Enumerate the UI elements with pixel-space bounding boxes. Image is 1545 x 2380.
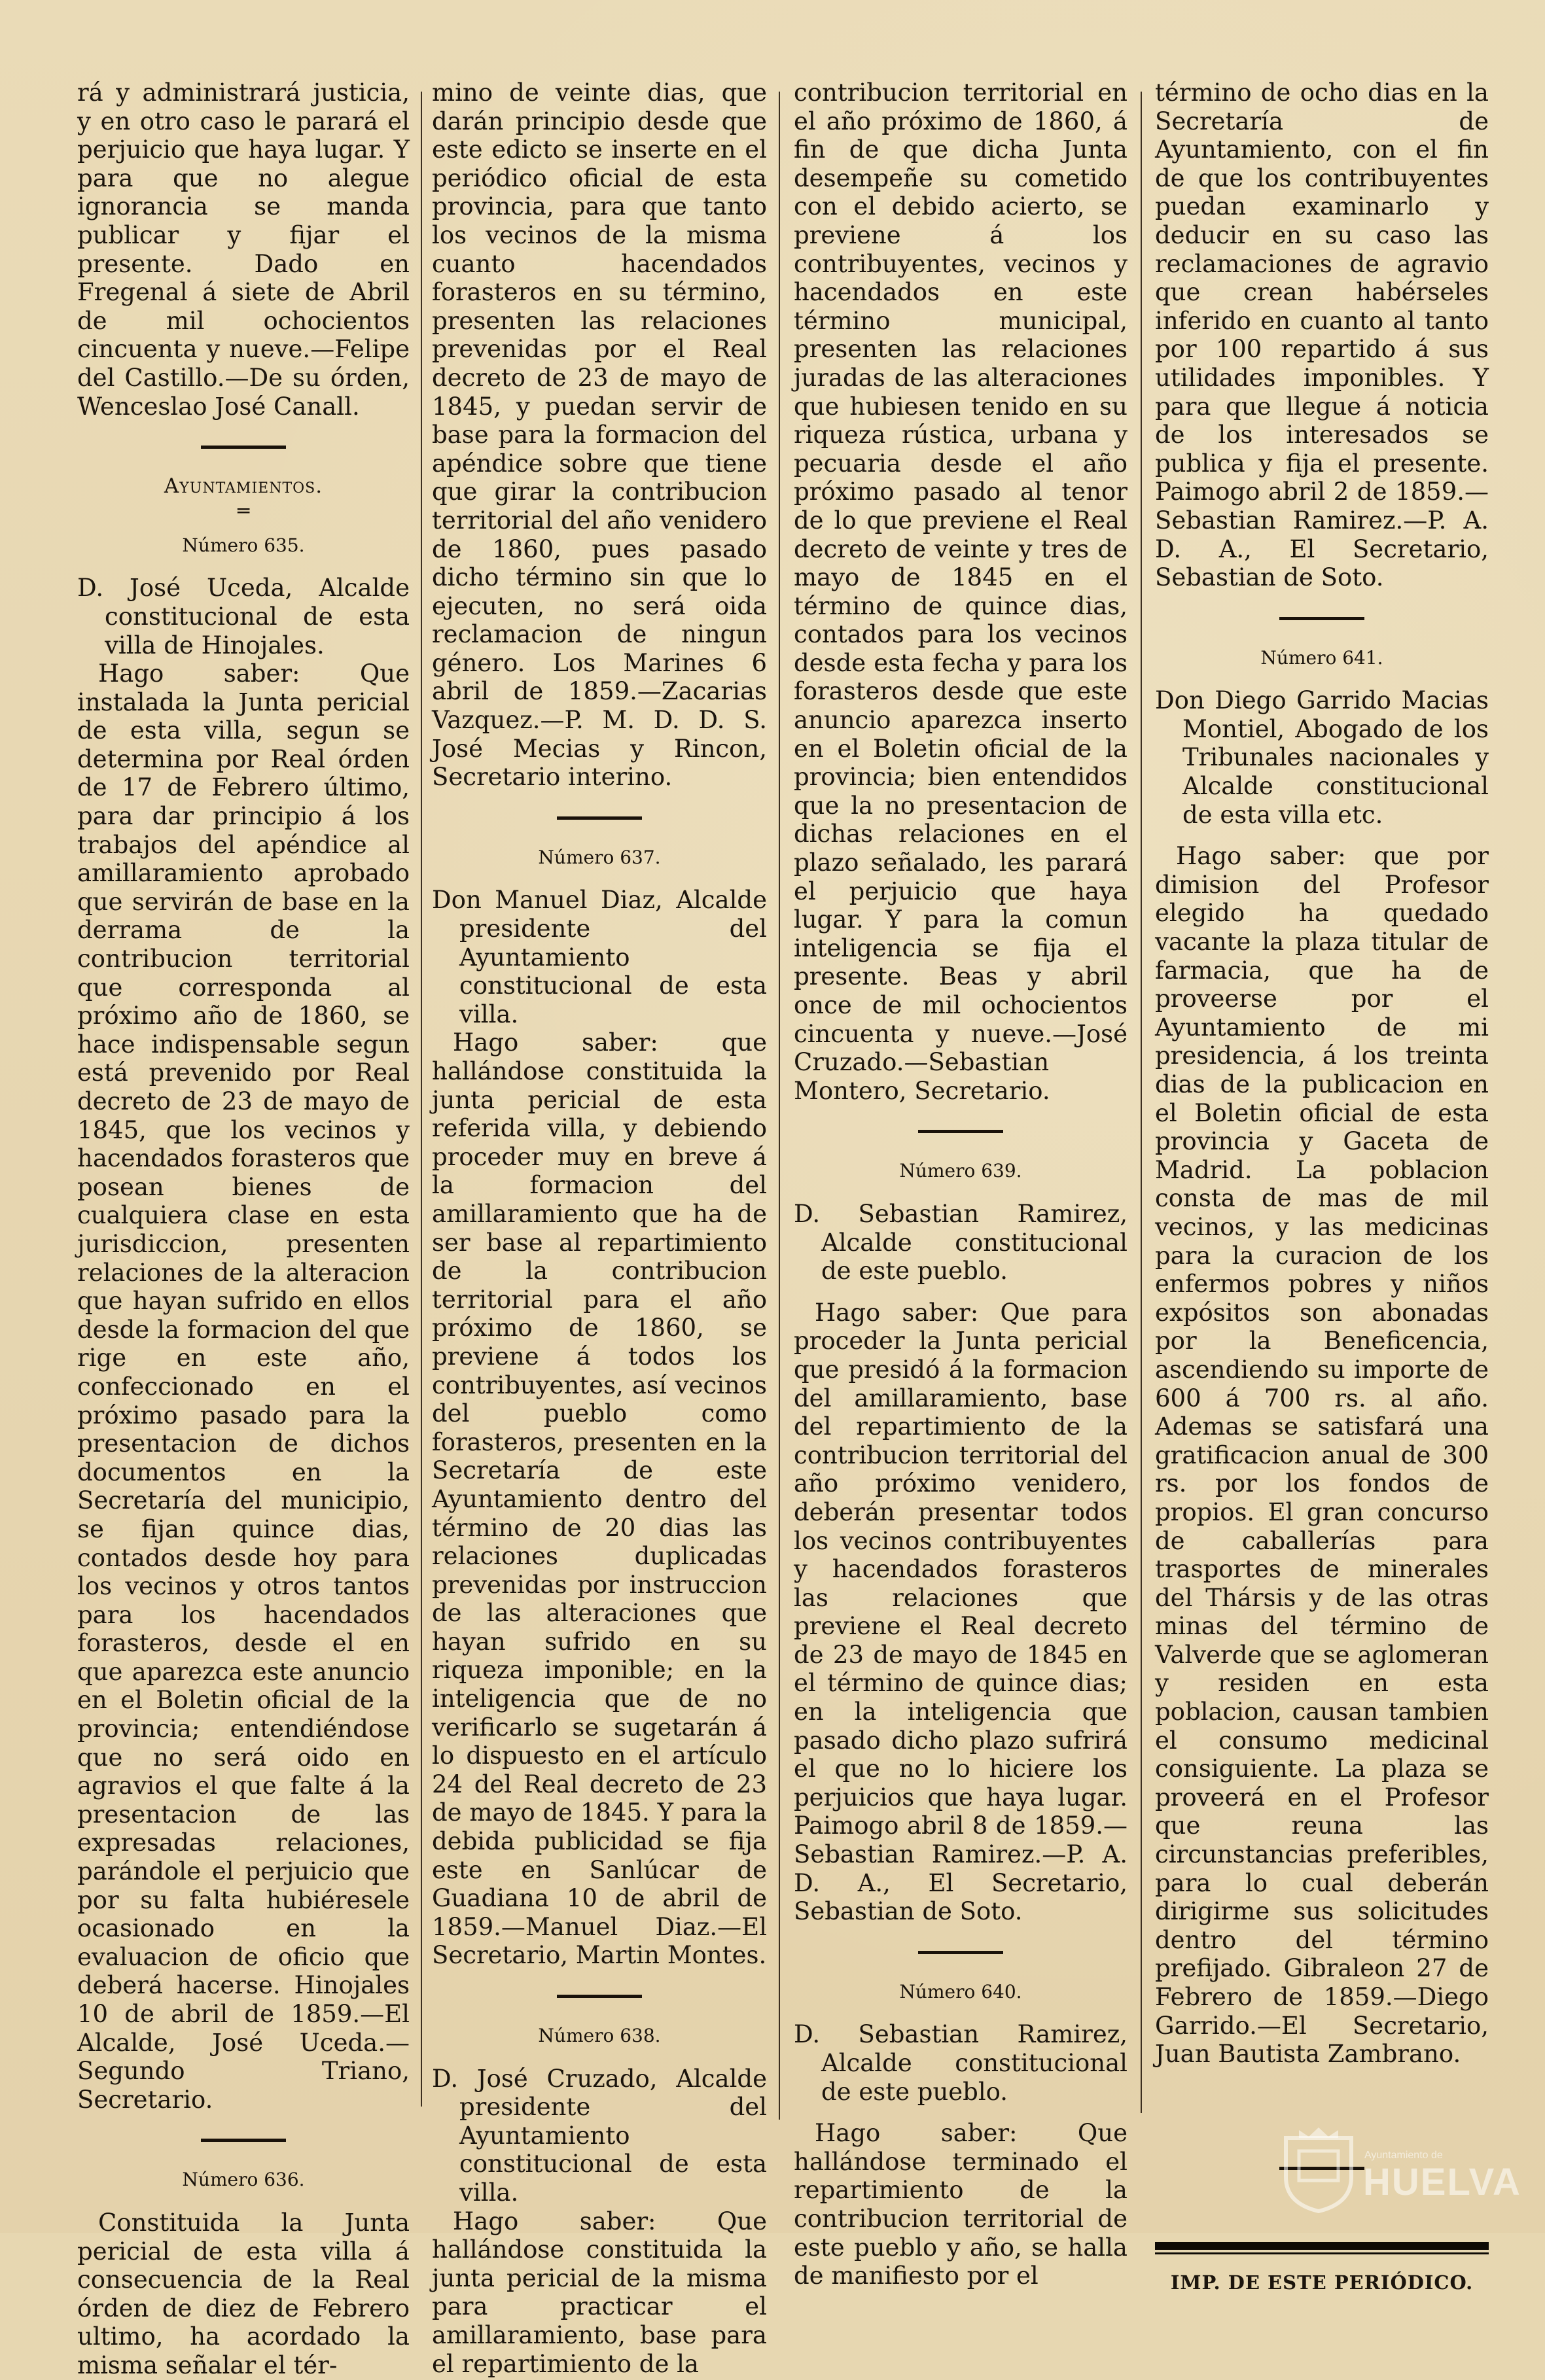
notice-paragraph: término de ocho dias en la Secretaría de Ayuntamiento, con el fin de que los contribuyentes puedan examinarlo y deducir en su caso las reclamaciones de agravio que crean habérseles inferido en cuanto al tanto por 100 repartido á sus utilidades imponibles. Y para que llegue á noticia de los interesados se publica y fija el presente. Paimogo abril 2 de 1859.—Sebastian Ramirez.—P. A. D. A., El Secretario, Sebastian de Soto.: [1155, 79, 1489, 592]
section-rule: [1279, 617, 1364, 620]
column-4: [1155, 79, 1489, 2297]
column-1: [77, 79, 410, 2380]
section-rule: [201, 2139, 286, 2142]
section-rule: [557, 1995, 642, 1998]
spacer: [794, 2106, 1128, 2119]
notice-number: Número 640.: [899, 1980, 1022, 2003]
spacer: [794, 1286, 1128, 1299]
notice-paragraph: Constituida la Junta pericial de esta villa á consecuencia de la Real órden de diez de Febrero ultimo, ha acordado la misma señalar el tér-: [77, 2208, 410, 2379]
coat-of-arms-icon: [1279, 2125, 1358, 2213]
column-divider: [421, 92, 422, 2107]
notice-paragraph: Hago saber: Que hallándose terminado el repartimiento de la contribucion territorial de este pueblo y año, se halla de manifiesto por el: [794, 2119, 1128, 2290]
notice-paragraph: Hago saber: Que hallándose constituida la junta pericial de la misma para practicar el amillaramiento, base para el repartimiento de la: [432, 2207, 767, 2378]
watermark-small-text: Ayuntamiento de: [1364, 2150, 1443, 2161]
notice-paragraph: Hago saber: que por dimision del Profesor elegido ha quedado vacante la plaza titular de farmacia, que ha de proveerse por el Ayuntamiento de mi presidencia, á los treinta dias de la publicacion en el Boletin oficial de esta provincia y Gaceta de Madrid. La poblacion consta de mas de mil vecinos, y las medicinas para la curacion de los enfermos pobres y niños expósitos son abonadas por la Beneficencia, ascendiendo su importe de 600 á 700 rs. al año. Ademas se satisfará una gratificacion anual de 300 rs. por los fondos de propios. El gran concurso de caballerías para trasportes de minerales del Thársis y de las otras minas del término de Valverde que se aglomeran y residen en esta poblacion, causan tambien el consumo medicinal consiguiente. La plaza se proveerá en el Profesor que reuna las circunstancias preferibles, para lo cual deberán dirigirme sus solicitudes dentro del término prefijado. Gibraleon 27 de Febrero de 1859.—Diego Garrido.—El Secretario, Juan Bautista Zambrano.: [1155, 842, 1489, 2069]
column-divider: [779, 92, 780, 2120]
printer-imprint: IMP. DE ESTE PERIÓDICO.: [1170, 2271, 1474, 2294]
notice-heading: Don Diego Garrido Macias Montiel, Abogado de los Tribunales nacionales y Alcalde constitucional de esta villa etc.: [1155, 686, 1489, 829]
column-divider: [1141, 92, 1142, 2113]
notice-paragraph: rá y administrará justicia, y en otro caso le parará el perjuicio que haya lugar. Y para que no alegue ignorancia se manda publicar y fijar el presente. Dado en Fregenal á siete de Abril de mil ochocientos cincuenta y nueve.—Felipe del Castillo.—De su órden, Wenceslao José Canall.: [77, 79, 410, 421]
section-rule: [557, 816, 642, 820]
archive-watermark: [1279, 2118, 1521, 2216]
notice-paragraph: Hago saber: Que para proceder la Junta pericial que presidó á la formacion del amillaramiento, base del repartimiento de la contribucion territorial del año próximo venidero, deberán presentar todos los vecinos contribuyentes y hacendados forasteros las relaciones que previene el Real decreto de 23 de mayo de 1845 en el término de quince dias; en la inteligencia que pasado dicho plazo sufrirá el que no lo hiciere los perjuicios que haya lugar. Paimogo abril 8 de 1859.—Sebastian Ramirez.—P. A. D. A., El Secretario, Sebastian de Soto.: [794, 1298, 1128, 1926]
notice-number: Número 641.: [1260, 646, 1383, 669]
notice-heading: D. Sebastian Ramirez, Alcalde constitucional de este pueblo.: [794, 1199, 1128, 1286]
section-heading: Ayuntamientos.: [164, 474, 323, 499]
notice-number: Número 638.: [538, 2025, 661, 2046]
thick-rule: [1155, 2242, 1489, 2250]
notice-number: Número 635.: [182, 534, 305, 556]
section-rule: [201, 446, 286, 449]
notice-heading: D. José Uceda, Alcalde constitucional de esta villa de Hinojales.: [77, 574, 410, 659]
notice-heading: D. José Cruzado, Alcalde presidente del Ayuntamiento constitucional de esta villa.: [432, 2064, 767, 2207]
section-rule: [918, 1130, 1003, 1133]
ornament-divider: ═: [237, 499, 250, 523]
notice-number: Número 637.: [538, 846, 661, 868]
notice-paragraph: contribucion territorial en el año próximo de 1860, á fin de que dicha Junta desempeñe su cometido con el debido acierto, se previene á los contribuyentes, vecinos y hacendados en este término municipal, presenten las relaciones juradas de las alteraciones que hubiesen tenido en su riqueza rústica, urbana y pecuaria desde el año próximo pasado al tenor de lo que previene el Real decreto de veinte y tres de mayo de 1845 en el término de quince dias, contados para los vecinos desde esta fecha y para los forasteros desde que este anuncio aparezca inserto en el Boletin oficial de la provincia; bien entendidos que la no presentacion de dichas relaciones en el plazo señalado, les parará el perjuicio que haya lugar. Y para la comun inteligencia se fija el presente. Beas y abril once de mil ochocientos cincuenta y nueve.—José Cruzado.—Sebastian Montero, Secretario.: [794, 79, 1128, 1105]
notice-paragraph: Hago saber: que hallándose constituida la junta pericial de esta referida villa, y debiendo proceder muy en breve á la formacion del amillaramiento que ha de ser base al repartimiento de la contribucion territorial para el año próximo de 1860, se previene á todos los contribuyentes, así vecinos del pueblo como forasteros, presenten en la Secretaría de este Ayuntamiento dentro del término de 20 dias las relaciones duplicadas prevenidas por instruccion de las alteraciones que hayan sufrido en su riqueza imponible; en la inteligencia que de no verificarlo se sugetarán á lo dispuesto en el artículo 24 del Real decreto de 23 de mayo de 1845. Y para la debida publicidad se fija este en Sanlúcar de Guadiana 10 de abril de 1859.—Manuel Diaz.—El Secretario, Martin Montes.: [432, 1028, 767, 1970]
notice-paragraph: mino de veinte dias, que darán principio desde que este edicto se inserte en el periódico oficial de esta provincia, para que tanto los vecinos de la misma cuanto hacendados forasteros en su término, presenten las relaciones prevenidas por el Real decreto de 23 de mayo de 1845, y puedan servir de base para la formacion del apéndice sobre que tiene que girar la contribucion territorial del año venidero de 1860, pues pasado dicho término sin que lo ejecuten, no será oida reclamacion de ningun género. Los Marines 6 abril de 1859.—Zacarias Vazquez.—P. M. D. D. S. José Mecias y Rincon, Secretario interino.: [432, 79, 767, 792]
column-2: [432, 79, 767, 2378]
column-3: [794, 79, 1128, 2290]
watermark-big-text: HUELVA: [1363, 2161, 1521, 2203]
notice-number: Número 636.: [182, 2169, 305, 2191]
thin-rule: [1155, 2252, 1489, 2254]
section-rule: [918, 1951, 1003, 1954]
spacer: [1155, 829, 1489, 842]
notice-heading: Don Manuel Diaz, Alcalde presidente del Ayuntamiento constitucional de esta villa.: [432, 886, 767, 1028]
notice-paragraph: Hago saber: Que instalada la Junta pericial de esta villa, segun se determina por Real órden de 17 de Febrero último, para dar principio á los trabajos del apéndice al amillaramiento aprobado que servirán de base en la derrama de la contribucion territorial que corresponda al próximo año de 1860, se hace indispensable segun está prevenido por Real decreto de 23 de mayo de 1845, que los vecinos y hacendados forasteros que posean bienes de cualquiera clase en esta jurisdiccion, presenten relaciones de la alteracion que hayan sufrido en ellos desde la formacion del que rige en este año, confeccionado en el próximo pasado para la presentacion de dichos documentos en la Secretaría del municipio, se fijan quince dias, contados desde hoy para los vecinos y otros tantos para los hacendados forasteros, desde el en que aparezca este anuncio en el Boletin oficial de la provincia; entendiéndose que no será oido en agravios el que falte á la presentacion de las expresadas relaciones, parándole el perjuicio que por su falta hubiéresele ocasionado en la evaluacion de oficio que deberá hacerse. Hinojales 10 de abril de 1859.—El Alcalde, José Uceda.—Segundo Triano, Secretario.: [77, 659, 410, 2114]
closing-double-rule: [1155, 2242, 1489, 2254]
notice-heading: D. Sebastian Ramirez, Alcalde constitucional de este pueblo.: [794, 2020, 1128, 2106]
notice-number: Número 639.: [899, 1160, 1022, 1182]
